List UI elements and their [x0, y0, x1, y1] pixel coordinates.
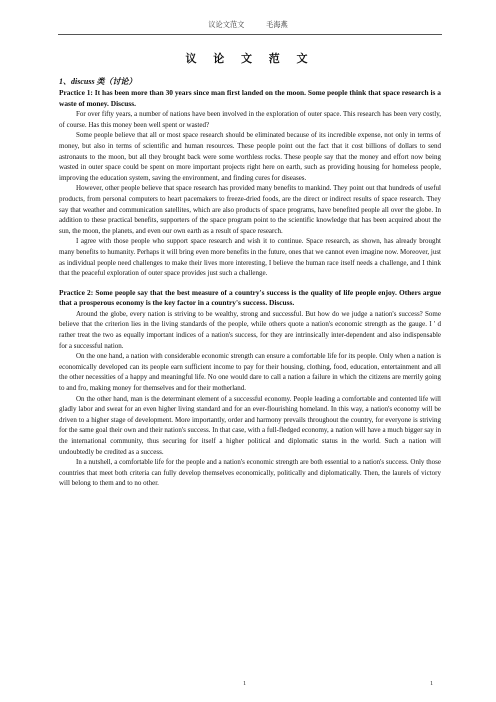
header-title: 议论文范文: [208, 21, 245, 29]
header-divider: [58, 34, 442, 35]
paragraph: Around the globe, every nation is striving to be wealthy, strong and successful. But how do we judge a nation's success? Some believe that the criterion lies in the living standards of the people, while others quote a nation's economic strength as the gauge. I ' d rather treat the two as equally important indices of a nation's success, for they are intrinsically inter-dependent and also indispensable for a successful nation.: [59, 309, 441, 350]
page-number: 1: [243, 680, 247, 687]
section-heading: 1、discuss 类（讨论）: [59, 77, 137, 86]
paragraph: On the other hand, man is the determinant element of a successful economy. People leading a comfortable and contented life will gladly labor and sweat for an even higher living standard and for an ever-flourishing homeland. In this way, a nation's economy will be driven to a higher stage of development. More importantly, order and harmony prevails throughout the country, for everyone is striving for the same goal their own and their nation's success. In that case, with a full-fledged economy, a nation will have a much bigger say in the international community, thus securing for itself a higher political and diplomatic status in the world. Such a nation will undoubtedly be credited as a success.: [59, 394, 441, 456]
practice-1-heading: Practice 1: It has been more than 30 years since man first landed on the moon. Some people think that space research is a waste of money. Discuss.: [59, 88, 441, 108]
running-header: [0, 20, 496, 30]
paragraph: However, other people believe that space research has provided many benefits to mankind. They point out that hundreds of useful products, from personal computers to heart pacemakers to freeze-dried foods, are the direct or indirect results of space research. They say that weather and communication satellites, which are also products of space programs, have benefited people all over the globe. In addition to these practical benefits, supporters of the space program point to the scientific knowledge that has been acquired about the sun, the moon, the planets, and even our own earth as a result of space research.: [59, 184, 441, 235]
paragraph: For over fifty years, a number of nations have been involved in the exploration of outer space. This research has been very costly, of course. Has this money been well spent or wasted?: [59, 110, 441, 129]
paragraph: In a nutshell, a comfortable life for the people and a nation's economic strength are both essential to a nation's success. Only those countries that meet both criteria can fully develop themselves economically, politically and diplomatically. Then, the laurels of victory will belong to them and to no other.: [59, 458, 441, 488]
spacer: [59, 279, 441, 288]
paragraph: Some people believe that all or most space research should be eliminated because of its incredible expense, not only in terms of money, but also in terms of scientific and human resources. These people point out the fact that it cost billions of dollars to send astronauts to the moon, but all they brought back were some worthless rocks. These people say that the money and effort now being wasted in outer space could be spent on more important projects right here on earth, such as providing housing for homeless people, improving the education system, saving the environment, and finding cures for diseases.: [59, 131, 441, 182]
paragraph: I agree with those people who support space research and wish it to continue. Space research, as shown, has already brought many benefits to humanity. Perhaps it will bring even more benefits in the future, ones that we cannot even imagine now. Moreover, just as individual people need challenges to make their lives more interesting, I believe the human race itself needs a challenge, and I think that the peaceful exploration of outer space provides just such a challenge.: [59, 237, 441, 278]
document-body: [59, 50, 441, 489]
page-number-right: 1: [430, 680, 434, 687]
header-author: 毛海燕: [266, 21, 288, 29]
practice-2-heading: Practice 2: Some people say that the best measure of a country's success is the quality of life people enjoy. Others argue that a prosperous economy is the key factor in a country's success. Discuss.: [59, 287, 441, 308]
paragraph: On the one hand, a nation with considerable economic strength can ensure a comfortable life for its people. Only when a nation is economically developed can its people earn sufficient income to pay for their housing, clothing, food, education, entertainment and all the other necessities of a happy and meaningful life. No one would dare to call a nation a failure in which the citizens are merrily going to and fro, making money for themselves and for their motherland.: [59, 352, 441, 393]
document-title: 议 论 文 范 文: [185, 53, 315, 65]
